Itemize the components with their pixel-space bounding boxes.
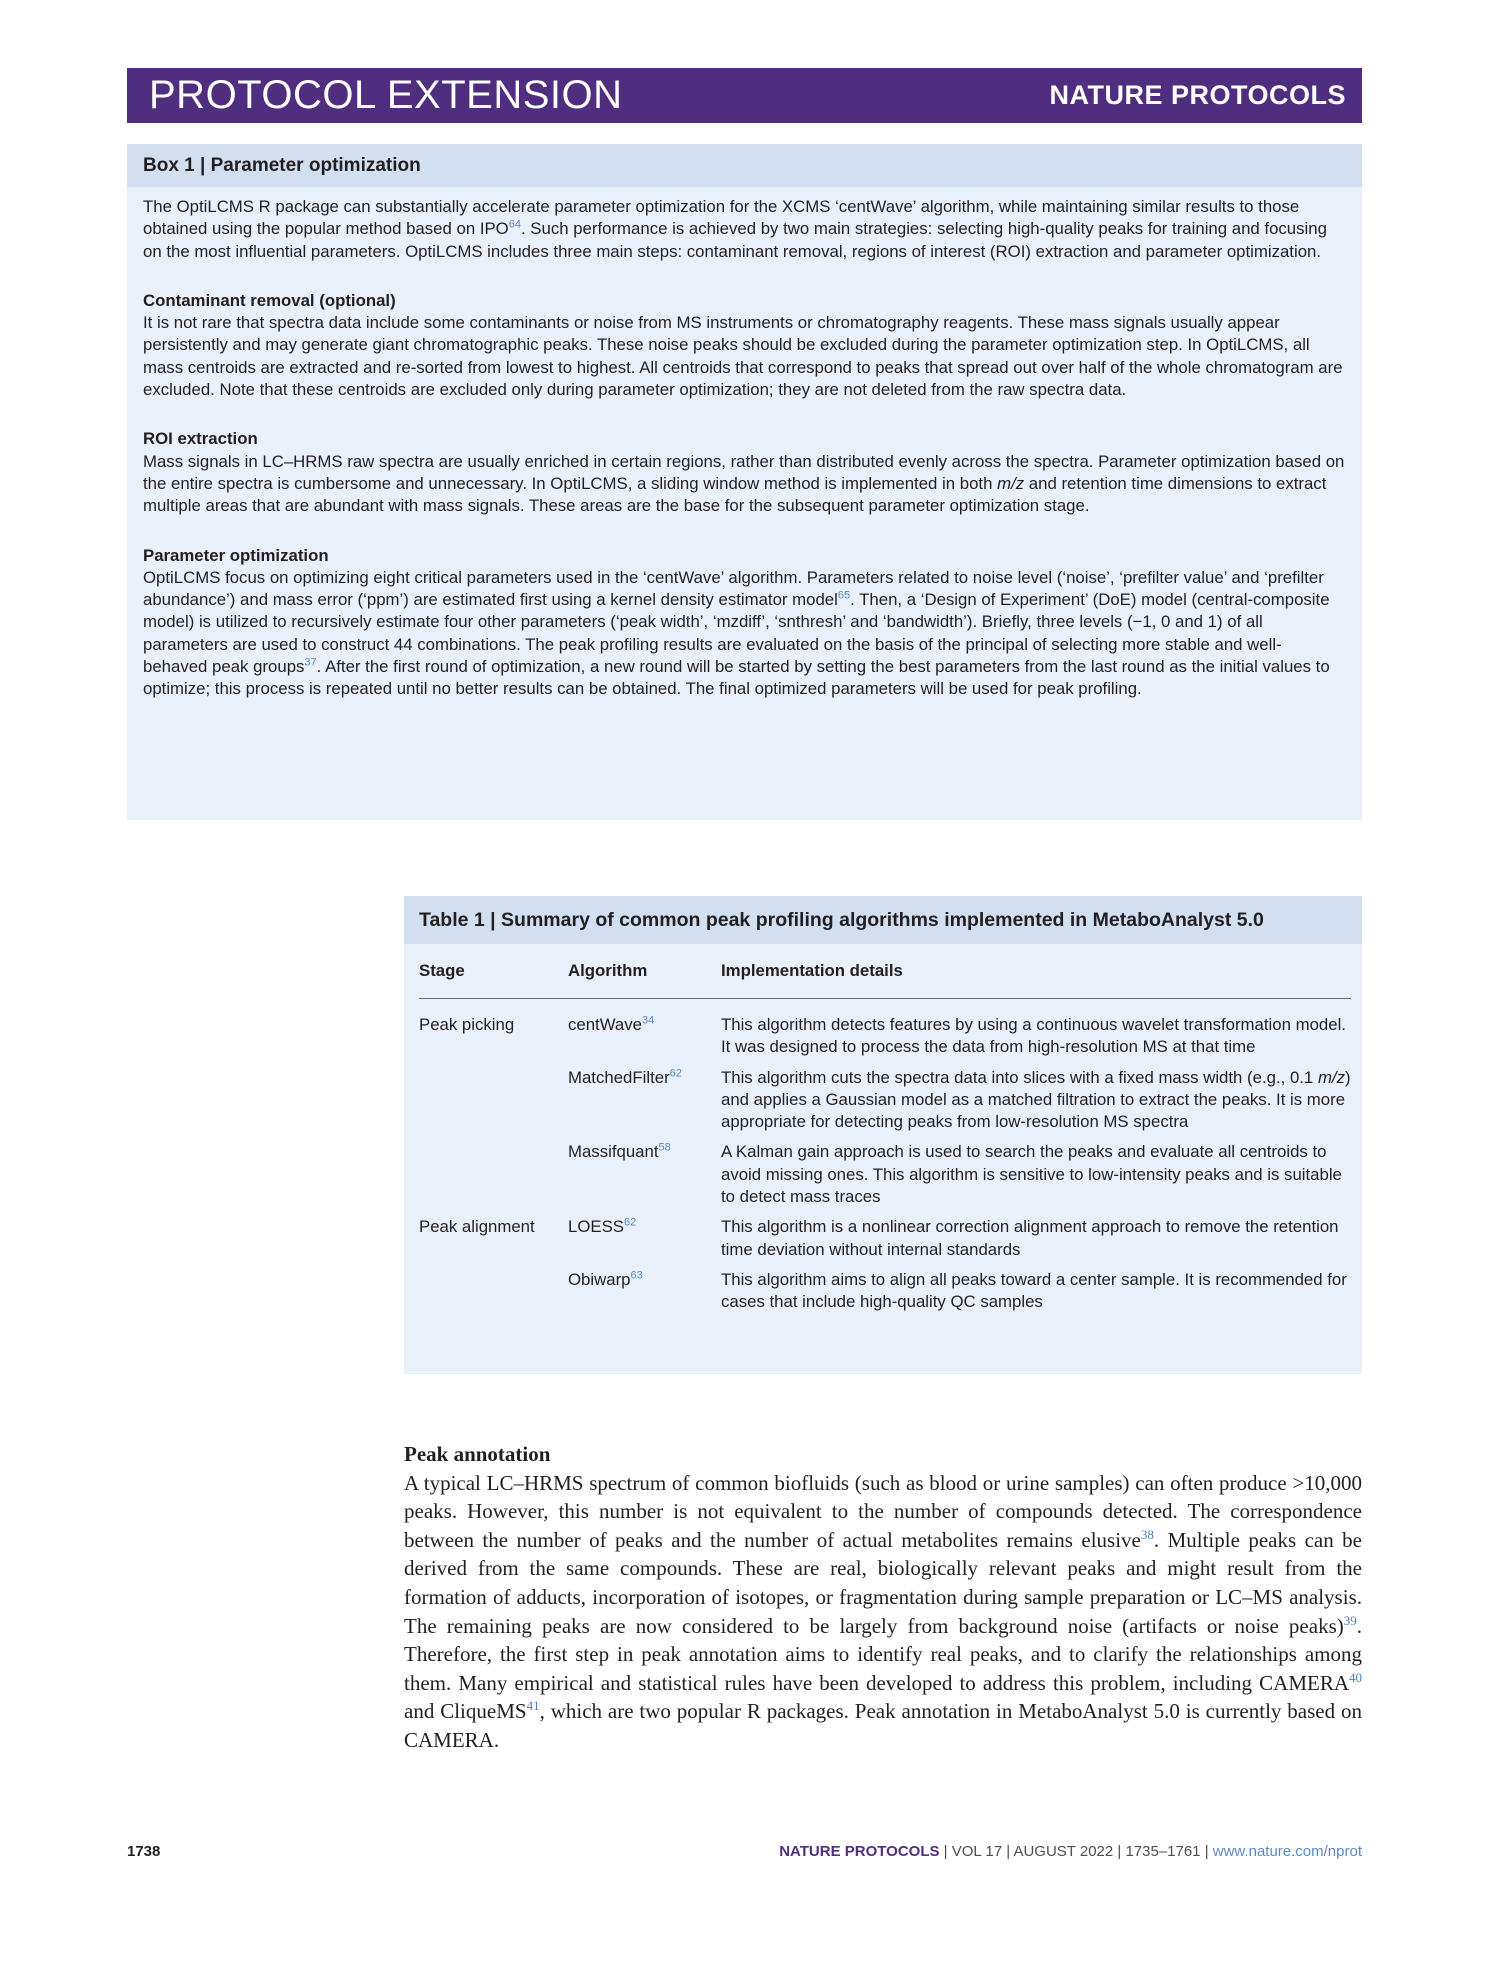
journal-url-link[interactable]: www.nature.com/nprot <box>1212 1843 1362 1860</box>
box-1 <box>127 144 1362 820</box>
page-number: 1738 <box>127 1843 161 1860</box>
citation-ref[interactable]: 38 <box>1140 1526 1154 1542</box>
citation-ref[interactable]: 41 <box>526 1698 540 1714</box>
citation-ref[interactable]: 37 <box>304 656 317 669</box>
cell-stage <box>419 1067 568 1134</box>
cell-details: This algorithm is a nonlinear correction alignment approach to remove the retention time deviation without internal standards <box>721 1217 1339 1259</box>
section-heading: Peak annotation <box>404 1442 551 1466</box>
footer-journal: NATURE PROTOCOLS <box>779 1843 940 1860</box>
cell-stage: Peak alignment <box>419 1217 535 1237</box>
cell-algorithm: MatchedFilter$^{62}$ <box>568 1067 682 1087</box>
col-header-stage: Stage <box>419 960 465 980</box>
roi-heading: ROI extraction <box>143 429 258 449</box>
param-heading: Parameter optimization <box>143 545 329 565</box>
footer-citation: | VOL 17 | AUGUST 2022 | 1735–1761 | <box>939 1843 1213 1860</box>
citation-ref[interactable]: 64 <box>508 218 521 231</box>
cell-details: This algorithm aims to align all peaks toward a center sample. It is recommended for cases that include high-quality QC samples <box>721 1269 1347 1312</box>
table-1-title <box>404 896 1362 944</box>
table-row <box>419 1269 1351 1314</box>
cell-stage <box>419 1269 568 1314</box>
box-1-label: Box 1 | <box>143 154 206 176</box>
cell-algorithm: centWave$^{34}$ <box>568 1014 655 1034</box>
peak-annotation-section <box>404 1440 1362 1755</box>
page-footer <box>127 1843 1362 1867</box>
box-1-heading: Parameter optimization <box>210 154 421 176</box>
table-row <box>419 1216 1351 1261</box>
citation-ref[interactable]: 63 <box>630 1269 643 1282</box>
col-header-algorithm: Algorithm <box>568 960 648 980</box>
box-1-intro: The OptiLCMS R package can substantially accelerate parameter optimization for the XCMS ‘centWave’ algorithm, while maintaining similar results to those obtained using the popular method based on IPO$^{64}$. Such performance is achieved by two main strategies: selecting high-quality peaks for training and focusing on the most influential parameters. OptiLCMS includes three main steps: contaminant removal, regions of interest (ROI) extraction and parameter optimization. <box>143 197 1327 261</box>
table-header-row <box>419 944 1351 999</box>
cell-details: This algorithm detects features by using a continuous wavelet transformation model. It was designed to process the data from high-resolution MS at that time <box>721 1015 1346 1057</box>
table-1-label: Table 1 | <box>419 908 496 931</box>
section-label: PROTOCOL EXTENSION <box>149 73 623 117</box>
table-1-caption: Summary of common peak profiling algorithms implemented in MetaboAnalyst 5.0 <box>501 908 1264 931</box>
param-text: OptiLCMS focus on optimizing eight critical parameters used in the ‘centWave’ algorithm. Parameters related to noise level (‘noise’, ‘prefilter value’ and ‘prefilter abundance’) and mass error (‘ppm’) are estimated first using a kernel density estimator model$^{65}$. Then, a ‘Design of Experiment’ (DoE) model (central-composite model) is utilized to recursively estimate four other parameters (‘peak width’, ‘mzdiff’, ‘snthresh’ and ‘bandwidth’). Briefly, three levels (−1, 0 and 1) of all parameters are used to construct 44 combinations. The peak profiling results are evaluated on the basis of the principal of selecting more stable and well-behaved peak groups$^{37}$. After the first round of optimization, a new round will be started by setting the best parameters from the last round as the initial values to optimize; this process is repeated until no better results can be obtained. The final optimized parameters will be used for peak profiling. <box>143 567 1330 699</box>
cell-algorithm: LOESS$^{62}$ <box>568 1216 637 1237</box>
citation-line <box>779 1843 1362 1860</box>
table-row <box>419 1067 1351 1134</box>
citation-ref[interactable]: 34 <box>642 1014 655 1027</box>
citation-ref[interactable]: 58 <box>658 1141 671 1154</box>
contaminant-text: It is not rare that spectra data include some contaminants or noise from MS instruments or chromatography reagents. These mass signals usually appear persistently and may generate giant chromatographic peaks. These noise peaks should be excluded during the parameter optimization step. In OptiLCMS, all mass centroids are extracted and re-sorted from lowest to highest. All centroids that correspond to peaks that spread out over half of the whole chromatogram are excluded. Note that these centroids are excluded only during parameter optimization; they are not deleted from the raw spectra data. <box>143 313 1343 400</box>
col-header-details: Implementation details <box>721 960 903 980</box>
table-1 <box>404 896 1362 1374</box>
citation-ref[interactable]: 62 <box>669 1067 682 1079</box>
citation-ref[interactable]: 40 <box>1349 1669 1362 1685</box>
cell-algorithm: Obiwarp$^{63}$ <box>568 1269 643 1289</box>
roi-text: Mass signals in LC–HRMS raw spectra are usually enriched in certain regions, rather than distributed evenly across the spectra. Parameter optimization based on the entire spectra is cumbersome and unnecessary. In OptiLCMS, a sliding window method is implemented in both m/z and retention time dimensions to extract multiple areas that are abundant with mass signals. These areas are the base for the subsequent parameter optimization stage. <box>143 451 1345 516</box>
journal-name: NATURE PROTOCOLS <box>1049 80 1346 110</box>
table-row <box>419 1141 1351 1208</box>
table-row <box>419 1014 1351 1059</box>
citation-ref[interactable]: 39 <box>1343 1612 1357 1628</box>
cell-algorithm: Massifquant$^{58}$ <box>568 1141 671 1162</box>
body-paragraph: A typical LC–HRMS spectrum of common biofluids (such as blood or urine samples) can often produce >10,000 peaks. However, this number is not equivalent to the number of compounds detected. The correspondence between the number of peaks and the number of actual metabolites remains elusive$^{38}$. Multiple peaks can be derived from the same compounds. These are real, biologically relevant peaks and might result from the formation of adducts, incorporation of isotopes, or fragmentation during sample preparation or LC–MS analysis. The remaining peaks are now considered to be largely from background noise (artifacts or noise peaks)$^{39}$. Therefore, the first step in peak annotation aims to identify real peaks, and to clarify the relationships among them. Many empirical and statistical rules have been developed to address this problem, including CAMERA$^{40}$ and CliqueMS$^{41}$, which are two popular R packages. Peak annotation in MetaboAnalyst 5.0 is currently based on CAMERA. <box>404 1470 1363 1752</box>
box-1-title <box>127 144 1362 187</box>
contaminant-heading: Contaminant removal (optional) <box>143 290 396 310</box>
cell-stage: Peak picking <box>419 1015 515 1034</box>
running-header <box>127 68 1362 123</box>
param-section <box>143 545 1346 701</box>
cell-details: This algorithm cuts the spectra data into slices with a fixed mass width (e.g., 0.1 m/z) and applies a Gaussian model as a matched filtration to extract the peaks. It is more appropriate for detecting peaks from low-resolution MS spectra <box>721 1067 1351 1132</box>
roi-section <box>143 428 1346 517</box>
citation-ref[interactable]: 65 <box>837 589 851 602</box>
contaminant-section <box>143 290 1346 401</box>
cell-details: A Kalman gain approach is used to search the peaks and evaluate all centroids to avoid missing ones. This algorithm is sensitive to low-intensity peaks and is suitable to detect mass traces <box>721 1142 1342 1207</box>
cell-stage <box>419 1141 568 1208</box>
citation-ref[interactable]: 62 <box>623 1216 637 1229</box>
